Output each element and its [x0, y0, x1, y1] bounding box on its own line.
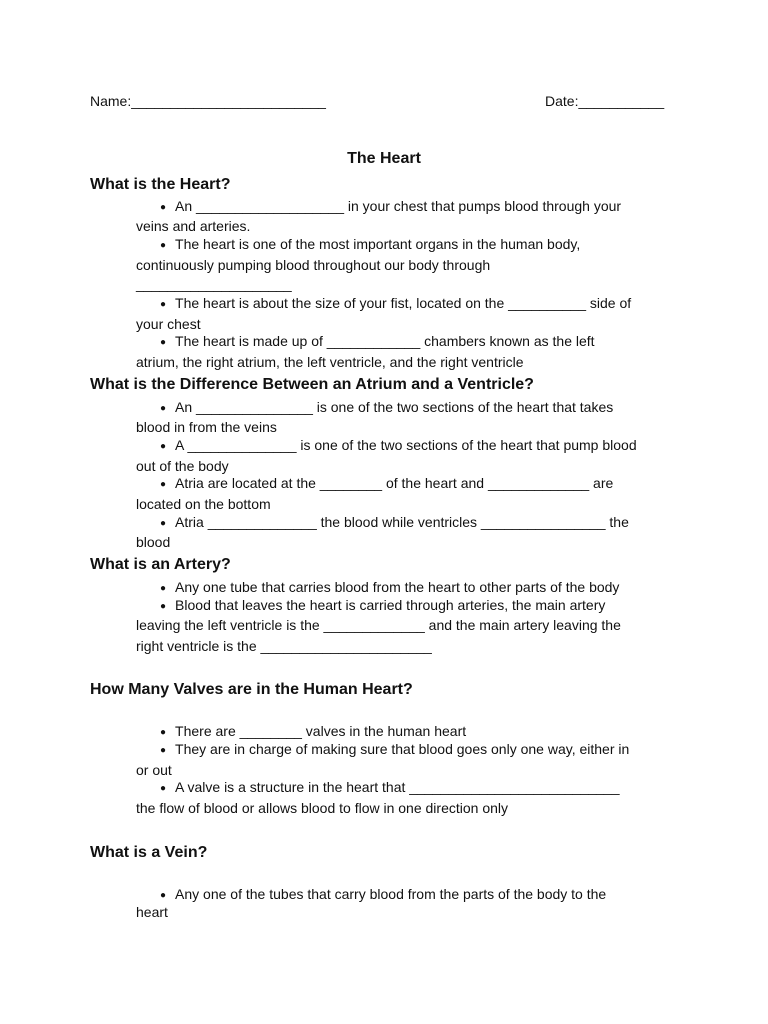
- list-item-text: A valve is a structure in the heart that ___________________________: [175, 779, 620, 795]
- list-item-text: The heart is made up of ____________ chambers known as the left: [175, 333, 595, 349]
- list-item-continuation: right ventricle is the ______________________: [136, 638, 432, 654]
- page-title: The Heart: [347, 150, 421, 167]
- bullet-icon: ●: [160, 441, 167, 452]
- list-item-continuation: blood: [136, 534, 171, 550]
- list-item: [160, 741, 629, 760]
- list-item-text: An _______________ is one of the two sections of the heart that takes: [175, 399, 614, 415]
- bullet-icon: ●: [160, 601, 167, 612]
- list-item-text: Blood that leaves the heart is carried through arteries, the main artery: [175, 597, 606, 613]
- list-item: [160, 779, 620, 798]
- bullet-icon: ●: [160, 299, 167, 310]
- section-heading: What is the Difference Between an Atrium and a Ventricle?: [90, 376, 534, 393]
- list-item: [160, 236, 580, 255]
- bullet-icon: ●: [160, 202, 167, 213]
- bullet-icon: ●: [160, 518, 167, 529]
- list-item-continuation: ____________________: [136, 276, 292, 292]
- list-item-continuation: veins and arteries.: [136, 218, 251, 234]
- list-item-continuation: your chest: [136, 316, 201, 332]
- list-item: [160, 295, 631, 314]
- list-item-text: Atria ______________ the blood while ventricles ________________ the: [175, 514, 629, 530]
- bullet-icon: ●: [160, 745, 167, 756]
- bullet-icon: ●: [160, 583, 167, 594]
- section-heading: What is an Artery?: [90, 556, 231, 573]
- list-item-text: A ______________ is one of the two sections of the heart that pump blood: [175, 437, 637, 453]
- list-item-text: Atria are located at the ________ of the heart and _____________ are: [175, 475, 614, 491]
- name-field-label: Name:_________________________: [90, 93, 326, 109]
- bullet-icon: ●: [160, 403, 167, 414]
- list-item: [160, 579, 619, 598]
- list-item-continuation: the flow of blood or allows blood to flow in one direction only: [136, 800, 508, 816]
- section-heading: What is the Heart?: [90, 176, 231, 193]
- bullet-icon: ●: [160, 783, 167, 794]
- list-item: [160, 198, 621, 217]
- list-item: [160, 723, 466, 742]
- list-item-continuation: out of the body: [136, 458, 229, 474]
- list-item-text: An ___________________ in your chest that pumps blood through your: [175, 198, 622, 214]
- list-item-continuation: located on the bottom: [136, 496, 271, 512]
- list-item-text: The heart is one of the most important organs in the human body,: [175, 236, 581, 252]
- list-item-text: Any one of the tubes that carry blood from the parts of the body to the: [175, 886, 607, 902]
- section-heading: What is a Vein?: [90, 844, 208, 861]
- bullet-icon: ●: [160, 890, 167, 901]
- section-heading: How Many Valves are in the Human Heart?: [90, 681, 413, 698]
- list-item-continuation: atrium, the right atrium, the left ventricle, and the right ventricle: [136, 354, 524, 370]
- list-item-text: The heart is about the size of your fist, located on the __________ side of: [175, 295, 632, 311]
- list-item-continuation: or out: [136, 762, 172, 778]
- list-item: [160, 399, 613, 418]
- list-item-continuation: heart: [136, 904, 168, 920]
- list-item-text: There are ________ valves in the human heart: [175, 723, 467, 739]
- list-item-text: Any one tube that carries blood from the heart to other parts of the body: [175, 579, 620, 595]
- list-item-continuation: blood in from the veins: [136, 419, 277, 435]
- bullet-icon: ●: [160, 479, 167, 490]
- bullet-icon: ●: [160, 240, 167, 251]
- list-item: [160, 514, 629, 533]
- list-item-continuation: continuously pumping blood throughout our body through: [136, 257, 491, 273]
- list-item-text: They are in charge of making sure that blood goes only one way, either in: [175, 741, 630, 757]
- bullet-icon: ●: [160, 337, 167, 348]
- list-item: [160, 597, 605, 616]
- list-item: [160, 886, 606, 905]
- list-item: [160, 475, 613, 494]
- list-item-continuation: leaving the left ventricle is the _____________ and the main artery leaving the: [136, 617, 621, 633]
- list-item: [160, 437, 637, 456]
- bullet-icon: ●: [160, 727, 167, 738]
- date-field-label: Date:___________: [545, 93, 665, 109]
- list-item: [160, 333, 595, 352]
